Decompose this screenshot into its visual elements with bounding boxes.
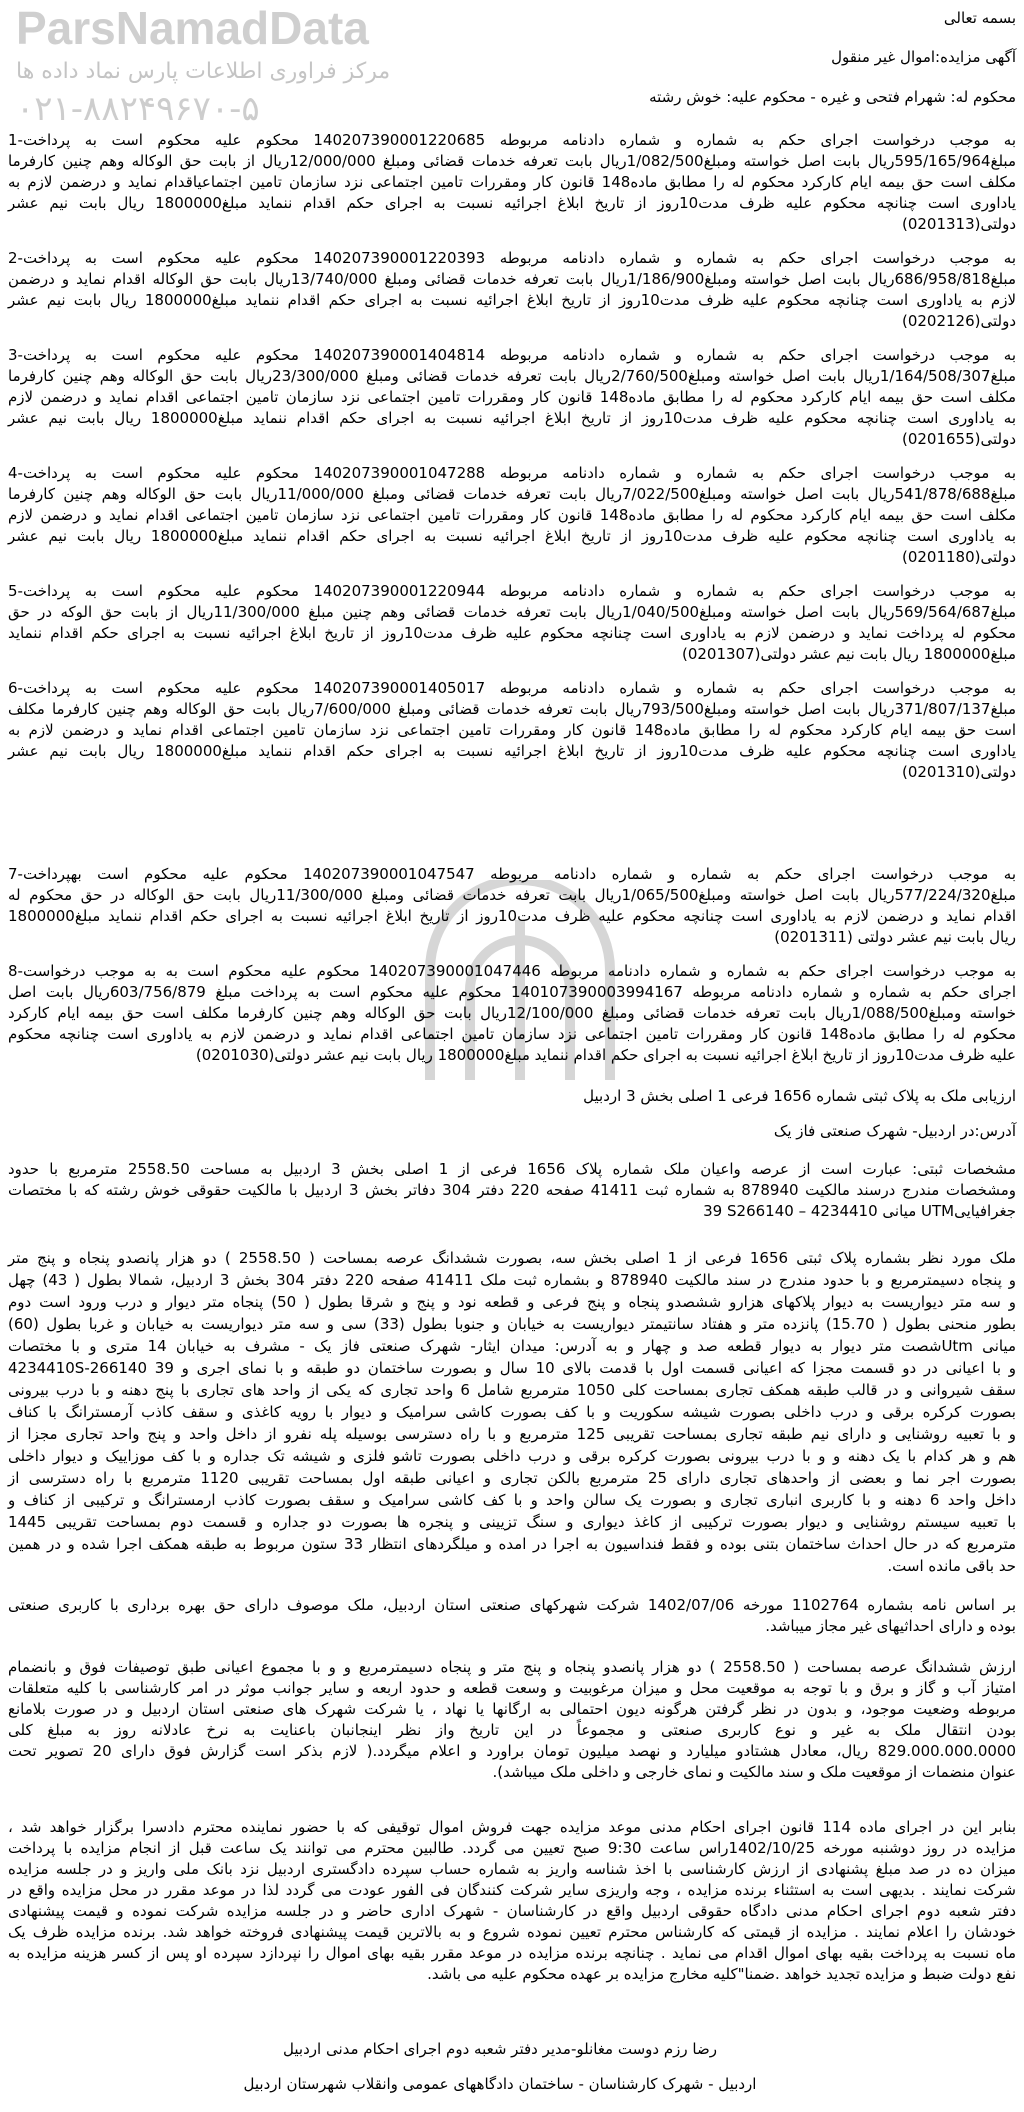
text-line: به موجب درخواست اجرای حکم به شماره و شماره دادنامه مربوطه 140207390001220393 محکوم علیه محکوم است به پرداخت-2 — [8, 249, 1016, 267]
notice-title: آگهی مزایده:اموال غیر منقول — [831, 48, 1016, 66]
judgment-paragraph-5 — [8, 581, 1016, 665]
text-line: به موجب درخواست اجرای حکم به شماره و شماره دادنامه مربوطه 140207390001405017 محکوم علیه محکوم است به پرداخت-6 — [8, 679, 1016, 697]
text-line: دفتر شعبه دوم اجرای احکام مدنی دادگاه حقوقی اردبیل واقع در کارشناسان - شهرک اداری حاضر و در جلسه مزایده شرکت نموده و قیمت پیشنهادی — [8, 1902, 1016, 1920]
text-line: 829.000.000.0000 ریال، معادل هشتادو میلیارد و نهصد میلیون تومان براورد و اعلام میگردد.( لازم بذکر است گزارش فوق دارای 20 تصویر تحت — [8, 1742, 1016, 1760]
text-line: مترمربع که در حال احداث ساختمان بتنی بوده و فقط فنداسیون به اجرا در امده و میلگردهای انتظار 33 ستون مربوط به طبقه همکف اجرا شده و در همین — [8, 1535, 1017, 1553]
text-line: به یاداوری است چنانچه محکوم علیه ظرف مدت10روز از تاریخ ابلاغ اجرائیه نسبت به اجرای حکم اقدام ننماید مبلغ1800000 ریال بابت نیم عشر — [8, 527, 1017, 545]
judgment-paragraph-6 — [8, 678, 1016, 783]
text-line: مکلف است حق بیمه ایام کارکرد محکوم له را مطابق ماده148 قانون کار ومقررات تامین اجتماعی نزد سازمان تامین اجتماعیاقدام نماید و درضمن لازم به — [8, 173, 1016, 191]
parties-line: محکوم له: شهرام فتحی و غیره - محکوم علیه: خوش رشته — [649, 88, 1016, 106]
text-line: مبلغ1800000 ریال بابت نیم عشر دولتی(0201307) — [681, 645, 1016, 663]
text-line: خواسته ومبلغ1/088/500ریال بابت تعرفه خدمات قضائی ومبلغ 12/100/000ریال بابت حق الوکاله وهم چنین کارفرما مکلف است حق بیمه ایام کارکرد — [8, 1004, 1016, 1022]
text-line: علیه ظرف مدت10روز از تاریخ ابلاغ اجرائیه نسبت به اجرای حکم اقدام ننماید مبلغ1800000 ریال بابت نیم عشر دولتی(0201030) — [195, 1046, 1016, 1064]
text-line: مبلغ541/878/688ریال بابت اصل خواسته ومبلغ7/022/500ریال بابت تعرفه خدمات قضائی ومبلغ 11/000/000ریال بابت حق الوکاله وهم چنین کارفرما — [8, 485, 1016, 503]
text-line: ماه نسبت به پرداخت بقیه بهای اموال اقدام می نماید . چنانچه برنده مزایده در موعد مقرر بقیه بهای اموال را نپردازد سپرده او پس از کسر هزینه مزایده به — [8, 1944, 1016, 1962]
text-line: حد باقی مانده است. — [887, 1557, 1016, 1575]
text-line: ریال بابت نیم عشر دولتی (0201311) — [774, 928, 1016, 946]
text-line: داخل واحد 6 دهنه و با کاربری انباری تجاری و بصورت یک سالن واحد و با کف کاشی سرامیک و سقف بصورت کاذب ارمسترانگ و ترکیبی از کناف و — [8, 1491, 1017, 1509]
judgment-paragraph-7 — [8, 864, 1016, 948]
text-line: بصورت کرکره برقی و درب داخلی بصورت شیشه سکوریت و با کف بصورت کاشی سرامیک و دیوار با رویه کاغذی و سقف کاذب آرمسترانگ با کناف — [8, 1403, 1016, 1421]
text-line: دولتی(0201310) — [901, 763, 1016, 781]
text-line: مکلف است حق بیمه ایام کارکرد محکوم له را مطابق ماده148 قانون کار ومقررات تامین اجتماعی نزد سازمان تامین اجتماعی اقدام نماید و درضمن لازم — [8, 506, 1016, 524]
text-line: به موجب درخواست اجرای حکم به شماره و شماره دادنامه مربوطه 140207390001047547 محکوم علیه محکوم است بهپرداخت-7 — [8, 865, 1016, 883]
text-line: خودشان را اعلام نمایند . مزایده از قیمتی که کارشناس محترم تعیین نموده شروع و به بالاترین قیمت پیشنهادی فروخته خواهد شد. برنده مزایده ظرف یک — [8, 1923, 1016, 1941]
text-line: است حق بیمه ایام کارکرد محکوم له را مطابق ماده148 قانون کار ومقررات تامین اجتماعی نزد سازمان تامین اجتماعی اقدام نماید و درضمن لازم به — [8, 721, 1017, 739]
text-line: دولتی(0202126) — [901, 312, 1016, 330]
property-description — [8, 1247, 1016, 1577]
registry-details — [8, 1159, 1016, 1222]
text-line: و پنجاه دسیمترمربع و با حدود مندرج در سند مالکیت 878940 و بشماره ثبت ملک 41411 صفحه 220 دفتر 304 بخش 3 اردبیل، شمالا بطول ( 43) چهل — [8, 1271, 1016, 1289]
text-line: محکوم له را مطابق ماده148 قانون کار ومقررات تامین اجتماعی نزد سازمان تامین اجتماعی اقدام نماید و درضمن لازم به یاداوری است چنانچه محکوم — [8, 1025, 1017, 1043]
judgment-paragraph-1 — [8, 130, 1016, 235]
text-line: مبلغ1/164/508/307ریال بابت اصل خواسته ومبلغ2/760/500ریال بابت تعرفه خدمات قضائی ومبلغ 23/300/000ریال بابت حق الوکاله وهم چنین کارفرما — [8, 367, 1017, 385]
text-line: به موجب درخواست اجرای حکم به شماره و شماره دادنامه مربوطه 140207390001404814 محکوم علیه محکوم است به پرداخت-3 — [8, 346, 1016, 364]
text-line: به موجب درخواست اجرای حکم به شماره و شماره دادنامه مربوطه 140207390001220944 محکوم علیه محکوم است به پرداخت-5 — [8, 582, 1016, 600]
text-line: دولتی(0201313) — [901, 215, 1016, 233]
watermark-brand: ParsNamadData — [16, 2, 369, 54]
text-line: هم و هر کدام با یک دهنه و و با درب بیرونی بصورت کرکره برقی و درب داخلی بصورت تاشو فلزی و شیشه تک جداره و با کف موزاییک و دیوار داخلی — [8, 1447, 1016, 1465]
signatory-name: رضا رزم دوست مغانلو-مدیر دفتر شعبه دوم اجرای احکام مدنی اردبیل — [283, 2040, 717, 2058]
text-line: مزایده در روز دوشنبه مورخه 1402/10/25راس ساعت 9:30 صبح تعیین می گردد. طالبین محترم می توانند یک ساعت قبل از انجام مزایده با پرداخت — [8, 1839, 1016, 1857]
text-line: به موجب درخواست اجرای حکم به شماره و شماره دادنامه مربوطه 140207390001047288 محکوم علیه محکوم است به پرداخت-4 — [8, 464, 1016, 482]
text-line: به موجب درخواست اجرای حکم به شماره و شماره دادنامه مربوطه 140207390001220685 محکوم علیه محکوم است به پرداخت-1 — [8, 131, 1016, 149]
judgment-paragraph-2 — [8, 248, 1016, 332]
text-line: مشخصات ثبتی: عبارت است از عرصه واعیان ملک شماره پلاک 1656 فرعی از 1 اصلی بخش 3 اردبیل به مساحت 2558.50 مترمربع با حدود — [8, 1160, 1016, 1178]
judgment-paragraph-3 — [8, 345, 1016, 450]
text-line: میزان ده در صد مبلغ پشنهادی از ارزش کارشناسی با اخذ شناسه واریز به شماره حساب سپرده دادگستری اردبیل نزد بانک ملی واریز و در جلسه مزایده — [8, 1860, 1016, 1878]
text-line: دولتی(0201180) — [901, 548, 1016, 566]
text-line: با تعبیه سیستم روشنایی و دیوار بصورت ترکیبی از کاغذ دیواری و سنگ تزیینی و پنجره ها بصورت دو جداره و قسمت دوم بمساحت تقریبی 1445 — [8, 1513, 1016, 1531]
text-line: مبلغ577/224/320ریال بابت اصل خواسته ومبلغ1/065/500ریال بابت تعرفه خدمات قضائی ومبلغ 11/300/000ریال بابت حق الوکاله در حق محکوم له — [8, 886, 1016, 904]
appraisal-heading — [8, 1086, 1016, 1107]
text-line: بوده و دارای احداثیهای غیر مجاز میباشد. — [765, 1617, 1016, 1635]
text-line: بصورت اجر نما و بعضی از واحدهای تجاری دارای 25 مترمربع بالکن تجاری و اعیانی طبقه اول بمساحت تقریبی 1120 مترمربع با راه دسترسی از — [8, 1469, 1017, 1487]
watermark-subtitle: مرکز فراوری اطلاعات پارس نماد داده ها — [16, 59, 391, 84]
text-line: ومشخصات مندرج درسند مالکیت 878940 به شماره ثبت 41411 صفحه 220 دفتر 304 دفاتر بخش 3 اردبیل با مالکیت حقوقی خوش رشته که با مختصات — [8, 1181, 1016, 1199]
watermark-phone: ۰۲۱-۸۸۲۴۹۶۷۰-۵ — [16, 89, 260, 129]
text-line: بطور منحنی بطول ( 15.70) پانزده متر و هفتاد سانتیمتر دیواریست به خیابان و جنوبا بطول (33) سی و سه متر دیواریست به خیابان و غربا بطول (60) — [8, 1315, 1017, 1333]
auction-terms-paragraph — [8, 1817, 1016, 1985]
text-line: بودن انتقال ملک به غیر و نوع کاربری صنعتی و مجموعاً در این تاریخ واز نظر اینجانبان باعنایت به نرخ عادلانه روز به مبلغ کلی — [8, 1721, 1016, 1739]
property-address — [8, 1121, 1016, 1142]
text-line: و سه متر دیواریست به دیوار پلاکهای هزارو ششصدو پنجاه و پنج فرعی و قطعه نود و پنج و شرقا بطول ( 50) پنجاه متر دیوار و درب ورود است دوم — [8, 1293, 1016, 1311]
text-line: ملک مورد نظر بشماره پلاک ثبتی 1656 فرعی از 1 اصلی بخش سه، بصورت ششدانگ عرصه بمساحت ( 2558.50 ) دو هزار پانصدو پنجاه و پنج متر — [8, 1249, 1017, 1267]
text-line: اقدام نماید و درضمن لازم به یاداوری است چنانچه محکوم علیه ظرف مدت10روز از تاریخ ابلاغ اجرائیه نسبت به اجرای حکم اقدام ننماید مبلغ1800000 — [8, 907, 1017, 925]
text-line: امتیاز آب و گاز و برق و با توجه به موقعیت محل و میزان مرغوبیت و وسعت قطعه و حدود اربعه و سایر جوانب موثر در امر کارشناسی با کلیه متعلقات — [8, 1679, 1016, 1697]
industrial-letter-paragraph — [8, 1595, 1016, 1637]
text-line: مبلغ371/807/137ریال بابت اصل خواسته ومبلغ793/500ریال بابت تعرفه خدمات قضائی ومبلغ 7/600/000ریال بابت حق الوکاله وهم چنین کارفرما مکلف — [8, 700, 1016, 718]
text-line: ارزیابی ملک به پلاک ثبتی شماره 1656 فرعی 1 اصلی بخش 3 اردبیل — [583, 1087, 1016, 1105]
text-line: و با تعبیه روشنایی و دارای نیم طبقه تجاری بمساحت تقریبی 125 مترمربع و با راه دسترسی بوسیله پله نفرو از داخل واحد و پنج واحد تجاری مجزا از — [8, 1425, 1017, 1443]
judgment-paragraph-8 — [8, 961, 1016, 1066]
text-line: بنابر این در اجرای ماده 114 قانون اجرای احکام مدنی موعد مزایده جهت فروش اموال توقیفی که با حضور نماینده محترم دادسرا برگزار خواهد شد ، — [8, 1818, 1017, 1836]
text-line: عنوان منضمات از موقعیت ملک و سند مالکیت و نمای خارجی و داخلی ملک میباشد). — [492, 1763, 1016, 1781]
text-line: اجرای حکم به شماره و شماره دادنامه مربوطه 140107390003994167 محکوم علیه محکوم است به پرداخت مبلغ 603/756/879ریال بابت اصل — [8, 983, 1016, 1001]
text-line: نفع دولت ضبط و مزایده تجدید خواهد .ضمنا"کلیه مخارج مزایده بر عهده محکوم علیه می باشد. — [427, 1965, 1016, 1983]
text-line: به یاداوری است چنانچه محکوم علیه ظرف مدت10روز از تاریخ ابلاغ اجرائیه نسبت به اجرای حکم اقدام ننماید مبلغ1800000 ریال بابت نیم عشر — [8, 409, 1017, 427]
basmala-heading: بسمه تعالی — [943, 9, 1016, 27]
text-line: میانی Utmشصت متر دیوار به دیوار قطعه صد و چهار و به آدرس: میدان ایثار- شهرک صنعتی فاز یک - مشرف به خیابان 14 متری و با مختصات — [8, 1337, 1016, 1355]
text-line: و با اعیانی در دو قسمت مجزا که اعیانی قسمت اول با قدمت بالای 10 سال و بصورت ساختمان دو طبقه و با نمای اجری و 39 266140-4234410S — [8, 1359, 1017, 1377]
valuation-paragraph — [8, 1657, 1016, 1783]
text-line: به موجب درخواست اجرای حکم به شماره و شماره دادنامه مربوطه 140207390001047446 محکوم علیه محکوم است به به موجب درخواست-8 — [8, 962, 1016, 980]
text-line: مربوطه وضعیت موجود، و بدون در نظر گرفتن هرگونه دیون احتمالی به ارگانها یا نهاد ، یا شرکت شهرک های صنعتی استان اردبیل و در صورت بلامانع — [8, 1700, 1016, 1718]
text-line: ارزش ششدانگ عرصه بمساحت ( 2558.50 ) دو هزار پانصدو پنجاه و پنج متر و پنجاه دسیمترمربع و و با مجموع اعیانی طبق توصیفات فوق و بانضمام — [8, 1658, 1017, 1676]
text-line: 39 Sمیانی 4234410 – 266140 UTMجغرافیایی — [703, 1202, 1016, 1220]
text-line: محکوم له پرداخت نماید و درضمن لازم به یاداوری است چنانچه محکوم علیه ظرف مدت10روز از تاریخ ابلاغ اجرائیه نسبت به اجرای حکم اقدام ننماید — [8, 624, 1017, 642]
text-line: آدرس:در اردبیل- شهرک صنعتی فاز یک — [773, 1122, 1016, 1140]
text-line: یاداوری است چنانچه محکوم علیه ظرف مدت10روز از تاریخ ابلاغ اجرائیه نسبت به اجرای حکم اقدام ننماید مبلغ1800000 ریال بابت نیم عشر — [8, 742, 1017, 760]
judgment-paragraph-4 — [8, 463, 1016, 568]
text-line: مکلف است حق بیمه ایام کارکرد محکوم له را مطابق ماده148 قانون کار ومقررات تامین اجتماعی نزد سازمان تامین اجتماعی اقدام نماید و درضمن لازم — [8, 388, 1016, 406]
text-line: لازم به یاداوری است چنانچه محکوم علیه ظرف مدت10روز از تاریخ ابلاغ اجرائیه نسبت به اجرای حکم اقدام ننماید مبلغ1800000 ریال بابت نیم عشر — [8, 291, 1017, 309]
text-line: سقف شیروانی و در قالب طبقه همکف تجاری بمساحت کلی 1050 مترمربع شامل 6 واحد تجاری که یکی از واحد های تجاری با پنج دهنه و با درب بیرونی — [8, 1381, 1016, 1399]
text-line: بر اساس نامه بشماره 1102764 مورخه 1402/07/06 شرکت شهرکهای صنعتی استان اردبیل، ملک موصوف دارای حق بهره برداری با کاربری صنعتی — [8, 1596, 1016, 1614]
text-line: مبلغ686/958/818ریال بابت اصل خواسته ومبلغ1/186/900ریال بابت تعرفه خدمات قضائی ومبلغ 13/740/000ریال بابت حق الوکاله اقدام نماید و درضمن — [8, 270, 1016, 288]
text-line: شرکت نمایند . بدیهی است به استثناء برنده مزایده ، وجه واریزی سایر شرکت کنندگان فی الفور عودت می گردد لذا در موعد مقرر در محل مزایده واقع در — [8, 1881, 1016, 1899]
text-line: یاداوری است چنانچه محکوم علیه ظرف مدت10روز از تاریخ ابلاغ اجرائیه نسبت به اجرای حکم اقدام ننماید مبلغ1800000 ریال بابت نیم عشر — [8, 194, 1017, 212]
text-line: مبلغ595/165/964ریال بابت اصل خواسته ومبلغ1/082/500ریال بابت تعرفه خدمات قضائی ومبلغ 12/000/000ریال از بابت حق الوکاله وهم چنین کارفرما — [8, 152, 1016, 170]
signatory-address: اردبیل - شهرک کارشناسان - ساختمان دادگاههای عمومی وانقلاب شهرستان اردبیل — [243, 2075, 757, 2093]
text-line: مبلغ569/564/687ریال بابت اصل خواسته ومبلغ1/040/500ریال بابت تعرفه خدمات قضائی وهم چنین مبلغ 11/300/000ریال از بابت حق الوکه در حق — [8, 603, 1017, 621]
text-line: دولتی(0201655) — [901, 430, 1016, 448]
